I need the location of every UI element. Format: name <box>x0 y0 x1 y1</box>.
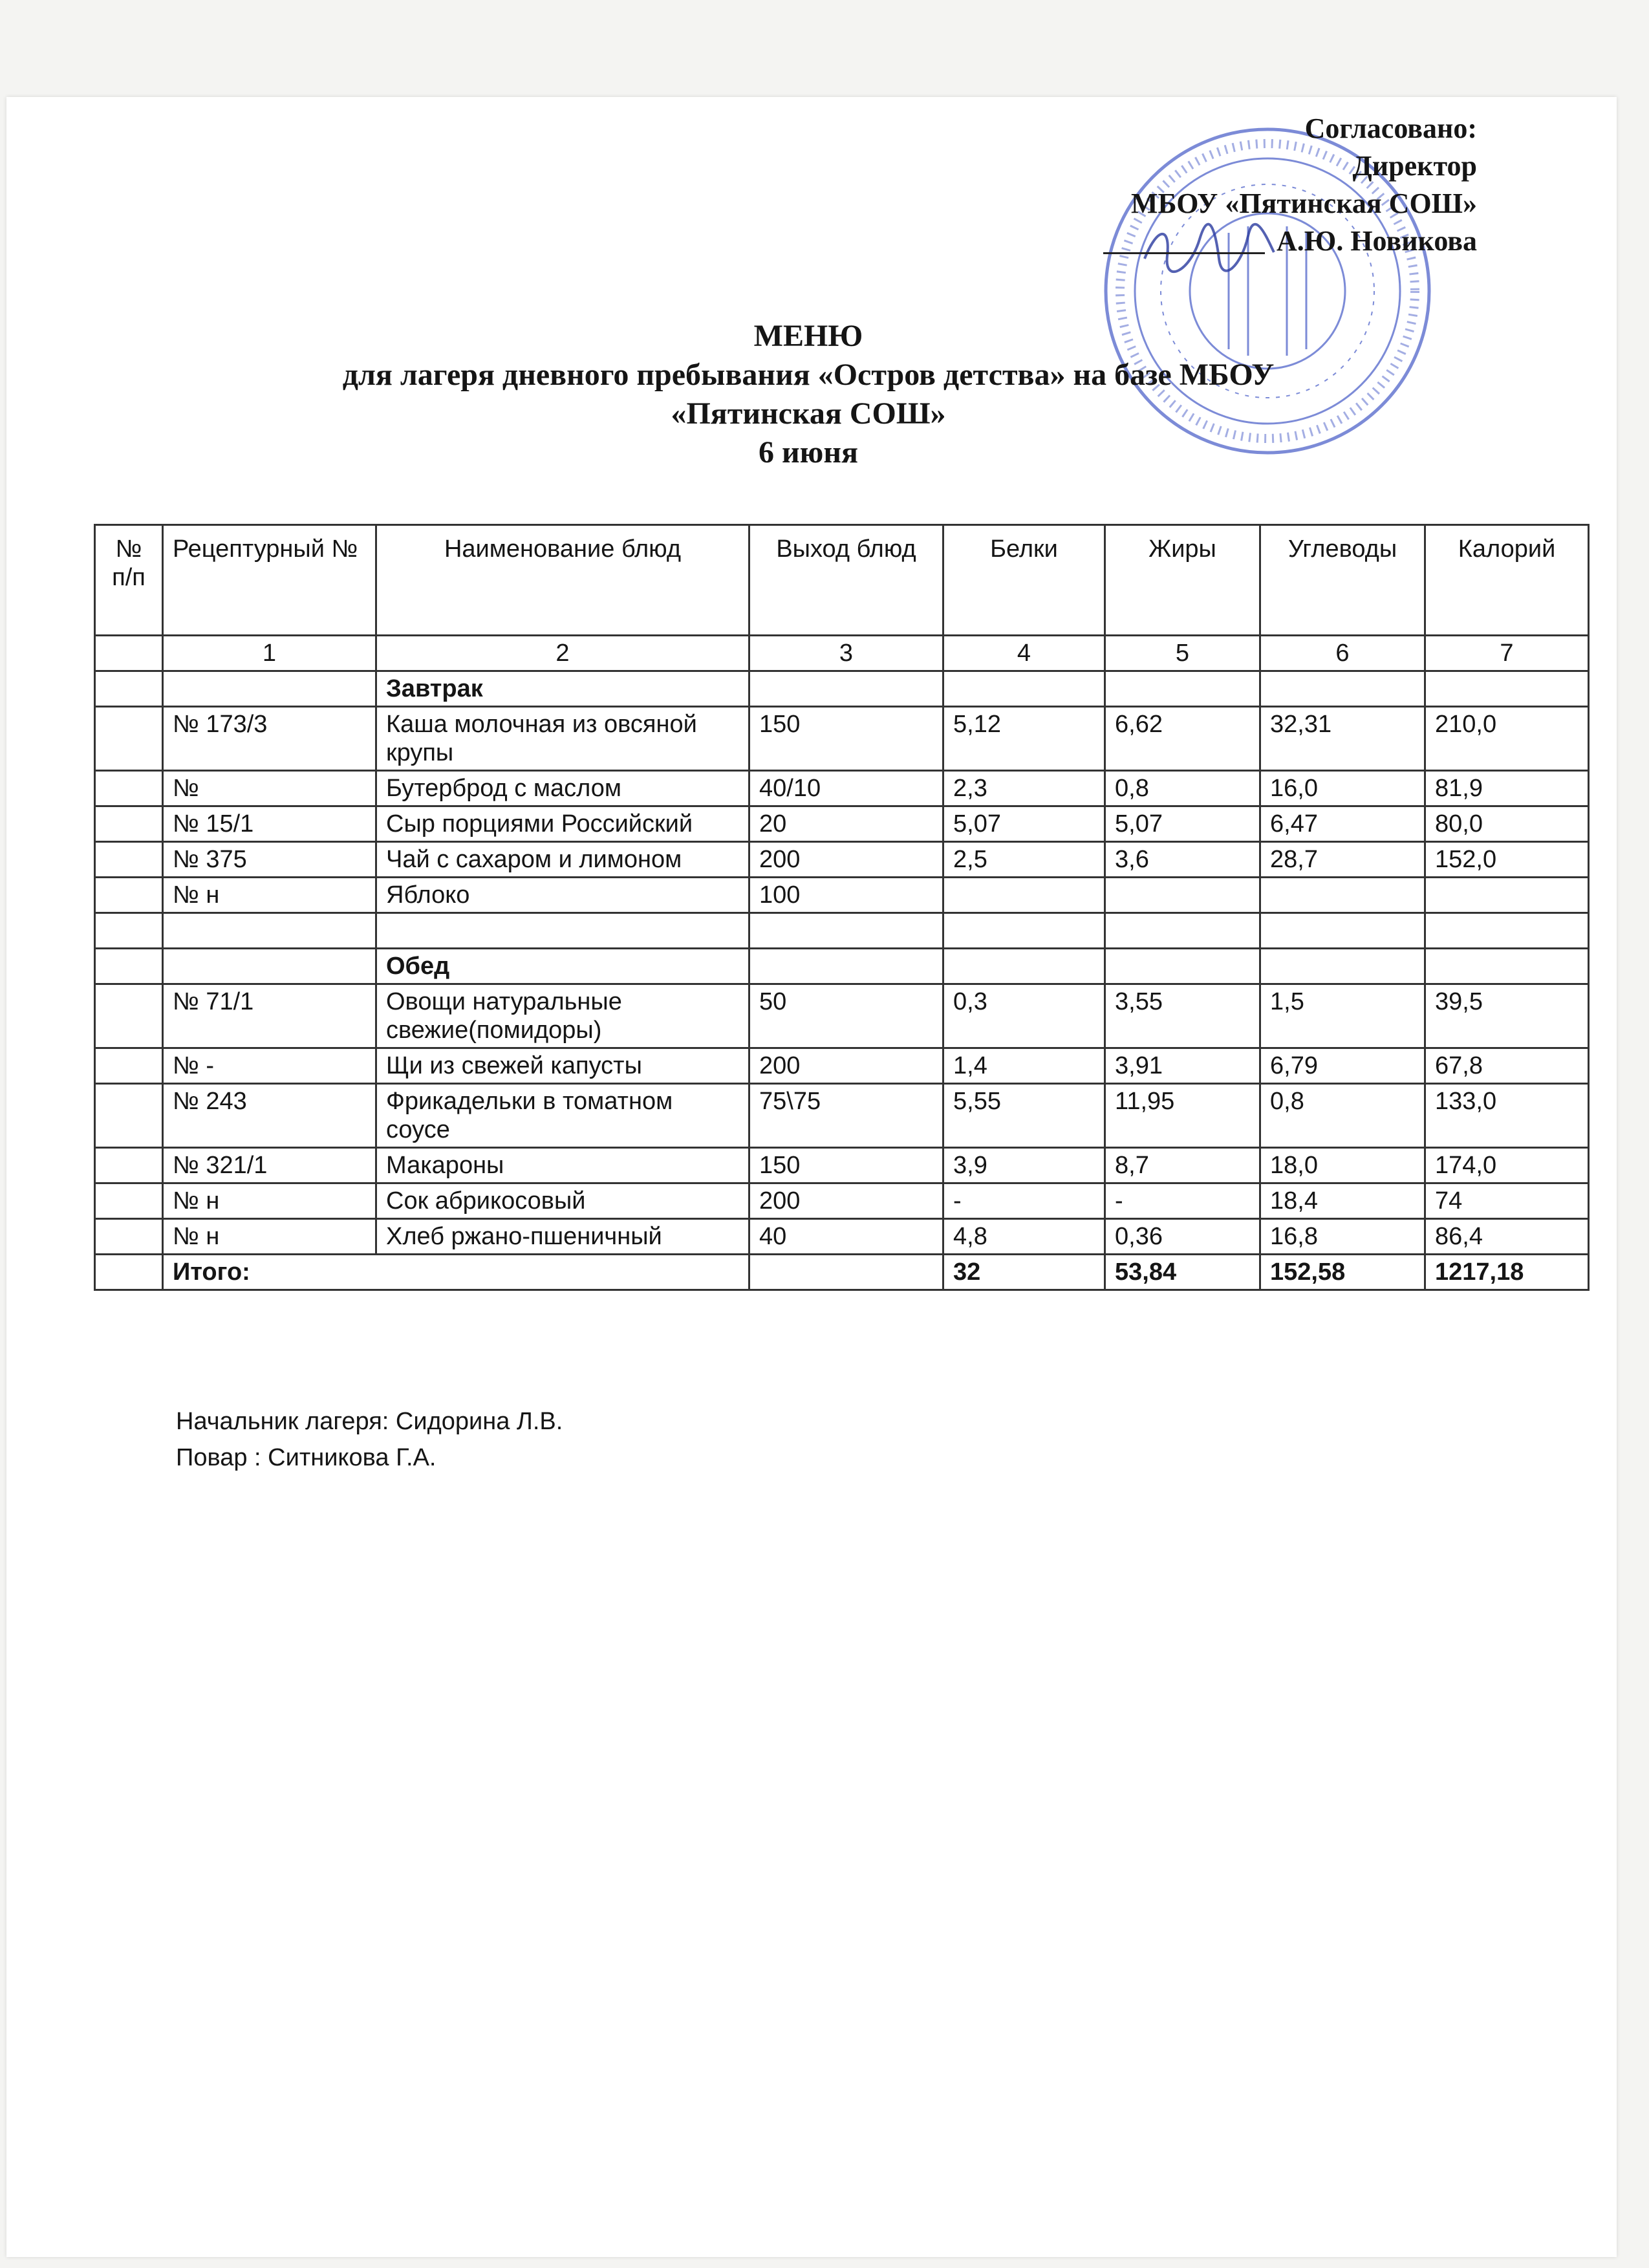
carbs-cell: 16,0 <box>1260 771 1425 806</box>
calories-cell: 81,9 <box>1425 771 1589 806</box>
recipe-number-cell: № 173/3 <box>163 707 376 771</box>
header-cell: № п/п <box>95 525 163 636</box>
dish-name-cell: Каша молочная из овсяной крупы <box>376 707 749 771</box>
recipe-number-cell: № н <box>163 878 376 913</box>
carbs-cell <box>1260 949 1425 984</box>
fat-cell: 3,6 <box>1105 842 1260 878</box>
row-number-cell <box>95 842 163 878</box>
protein-cell <box>943 671 1105 707</box>
carbs-cell: 0,8 <box>1260 1084 1425 1148</box>
dish-name-cell: Хлеб ржано-пшеничный <box>376 1219 749 1255</box>
portion-cell: 200 <box>749 1183 943 1219</box>
column-number-cell: 3 <box>749 636 943 671</box>
recipe-number-cell: № 243 <box>163 1084 376 1148</box>
fat-cell: 3,91 <box>1105 1048 1260 1084</box>
portion-cell: 40 <box>749 1219 943 1255</box>
dish-name-cell <box>376 913 749 949</box>
document-title <box>97 317 1520 472</box>
row-number-cell <box>95 1219 163 1255</box>
table-row <box>95 806 1589 842</box>
total-label: Итого: <box>163 1255 749 1290</box>
table-row <box>95 1183 1589 1219</box>
calories-cell: 74 <box>1425 1183 1589 1219</box>
header-cell: Калорий <box>1425 525 1589 636</box>
protein-cell: - <box>943 1183 1105 1219</box>
calories-cell: 67,8 <box>1425 1048 1589 1084</box>
table-row <box>95 771 1589 806</box>
total-calories: 1217,18 <box>1425 1255 1589 1290</box>
recipe-number-cell: № н <box>163 1183 376 1219</box>
column-number-cell: 7 <box>1425 636 1589 671</box>
protein-cell: 1,4 <box>943 1048 1105 1084</box>
approval-heading: Согласовано: <box>1304 113 1477 144</box>
carbs-cell: 1,5 <box>1260 984 1425 1048</box>
calories-cell <box>1425 913 1589 949</box>
calories-cell: 80,0 <box>1425 806 1589 842</box>
table-row <box>95 878 1589 913</box>
total-cell <box>95 1255 163 1290</box>
cook: Повар : Ситникова Г.А. <box>176 1444 436 1471</box>
signature-line <box>1103 252 1265 254</box>
header-cell: Жиры <box>1105 525 1260 636</box>
carbs-cell <box>1260 913 1425 949</box>
total-carbs: 152,58 <box>1260 1255 1425 1290</box>
carbs-cell: 32,31 <box>1260 707 1425 771</box>
recipe-number-cell: № н <box>163 1219 376 1255</box>
carbs-cell <box>1260 671 1425 707</box>
calories-cell: 86,4 <box>1425 1219 1589 1255</box>
protein-cell <box>943 913 1105 949</box>
portion-cell: 200 <box>749 1048 943 1084</box>
title-subtitle: для лагеря дневного пребывания «Остров детства» на базе МБОУ «Пятинская СОШ» <box>342 358 1275 431</box>
table-row <box>95 671 1589 707</box>
protein-cell <box>943 949 1105 984</box>
column-number-cell: 4 <box>943 636 1105 671</box>
dish-name-cell: Овощи натуральные свежие(помидоры) <box>376 984 749 1048</box>
fat-cell <box>1105 878 1260 913</box>
header-cell: Углеводы <box>1260 525 1425 636</box>
recipe-number-cell <box>163 949 376 984</box>
carbs-cell: 6,47 <box>1260 806 1425 842</box>
fat-cell: - <box>1105 1183 1260 1219</box>
header-cell: Наименование блюд <box>376 525 749 636</box>
fat-cell: 0,36 <box>1105 1219 1260 1255</box>
staff-block <box>176 1403 563 1476</box>
approval-block <box>1103 110 1477 260</box>
table-row <box>95 1148 1589 1183</box>
column-number-cell: 1 <box>163 636 376 671</box>
recipe-number-cell: № 375 <box>163 842 376 878</box>
protein-cell: 4,8 <box>943 1219 1105 1255</box>
fat-cell <box>1105 671 1260 707</box>
recipe-number-cell: № 15/1 <box>163 806 376 842</box>
header-cell: Белки <box>943 525 1105 636</box>
protein-cell: 2,5 <box>943 842 1105 878</box>
protein-cell: 2,3 <box>943 771 1105 806</box>
dish-name-cell: Бутерброд с маслом <box>376 771 749 806</box>
portion-cell <box>749 913 943 949</box>
recipe-number-cell <box>163 671 376 707</box>
fat-cell <box>1105 949 1260 984</box>
fat-cell: 8,7 <box>1105 1148 1260 1183</box>
dish-name-cell: Чай с сахаром и лимоном <box>376 842 749 878</box>
portion-cell: 20 <box>749 806 943 842</box>
column-number-row <box>95 636 1589 671</box>
table-body <box>95 636 1589 1255</box>
table-row <box>95 984 1589 1048</box>
table-row <box>95 842 1589 878</box>
row-number-cell <box>95 949 163 984</box>
menu-table <box>94 524 1590 1291</box>
dish-name-cell: Макароны <box>376 1148 749 1183</box>
row-number-cell <box>95 1148 163 1183</box>
fat-cell: 3,55 <box>1105 984 1260 1048</box>
protein-cell: 3,9 <box>943 1148 1105 1183</box>
fat-cell: 11,95 <box>1105 1084 1260 1148</box>
table-row <box>95 949 1589 984</box>
calories-cell: 174,0 <box>1425 1148 1589 1183</box>
row-number-cell <box>95 1084 163 1148</box>
dish-name-cell: Сок абрикосовый <box>376 1183 749 1219</box>
table-header-row <box>95 525 1589 636</box>
fat-cell: 6,62 <box>1105 707 1260 771</box>
total-protein: 32 <box>943 1255 1105 1290</box>
recipe-number-cell: № 321/1 <box>163 1148 376 1183</box>
dish-name-cell: Сыр порциями Российский <box>376 806 749 842</box>
protein-cell: 5,07 <box>943 806 1105 842</box>
column-number-cell: 2 <box>376 636 749 671</box>
dish-name-cell: Фрикадельки в томатном соусе <box>376 1084 749 1148</box>
portion-cell <box>749 671 943 707</box>
recipe-number-cell <box>163 913 376 949</box>
title-date: 6 июня <box>759 435 858 470</box>
row-number-cell <box>95 984 163 1048</box>
calories-cell: 39,5 <box>1425 984 1589 1048</box>
fat-cell: 5,07 <box>1105 806 1260 842</box>
portion-cell: 50 <box>749 984 943 1048</box>
protein-cell: 5,55 <box>943 1084 1105 1148</box>
section-heading: Обед <box>376 949 749 984</box>
recipe-number-cell: № - <box>163 1048 376 1084</box>
total-fat: 53,84 <box>1105 1255 1260 1290</box>
protein-cell: 0,3 <box>943 984 1105 1048</box>
calories-cell: 152,0 <box>1425 842 1589 878</box>
carbs-cell: 6,79 <box>1260 1048 1425 1084</box>
calories-cell <box>1425 878 1589 913</box>
row-number-cell <box>95 671 163 707</box>
portion-cell: 40/10 <box>749 771 943 806</box>
calories-cell <box>1425 671 1589 707</box>
approval-position: Директор <box>1352 150 1477 182</box>
portion-cell <box>749 949 943 984</box>
carbs-cell: 18,0 <box>1260 1148 1425 1183</box>
carbs-cell <box>1260 878 1425 913</box>
calories-cell <box>1425 949 1589 984</box>
table-row <box>95 1219 1589 1255</box>
row-number-cell <box>95 1048 163 1084</box>
table-row <box>95 1084 1589 1148</box>
dish-name-cell: Щи из свежей капусты <box>376 1048 749 1084</box>
portion-cell: 200 <box>749 842 943 878</box>
carbs-cell: 28,7 <box>1260 842 1425 878</box>
director-name: А.Ю. Новикова <box>1277 225 1477 257</box>
table-row <box>95 707 1589 771</box>
calories-cell: 133,0 <box>1425 1084 1589 1148</box>
portion-cell: 100 <box>749 878 943 913</box>
row-number-cell <box>95 878 163 913</box>
protein-cell <box>943 878 1105 913</box>
approval-organization: МБОУ «Пятинская СОШ» <box>1130 188 1477 219</box>
total-cell <box>749 1255 943 1290</box>
table-row <box>95 913 1589 949</box>
title-menu: МЕНЮ <box>753 319 863 353</box>
total-row <box>95 1255 1589 1290</box>
row-number-cell <box>95 806 163 842</box>
portion-cell: 150 <box>749 707 943 771</box>
row-number-cell <box>95 707 163 771</box>
protein-cell: 5,12 <box>943 707 1105 771</box>
recipe-number-cell: № 71/1 <box>163 984 376 1048</box>
row-number-cell <box>95 913 163 949</box>
camp-chief: Начальник лагеря: Сидорина Л.В. <box>176 1408 563 1435</box>
column-number-cell: 6 <box>1260 636 1425 671</box>
table-row <box>95 1048 1589 1084</box>
recipe-number-cell: № <box>163 771 376 806</box>
dish-name-cell: Яблоко <box>376 878 749 913</box>
carbs-cell: 18,4 <box>1260 1183 1425 1219</box>
calories-cell: 210,0 <box>1425 707 1589 771</box>
approval-signatory <box>1103 222 1477 260</box>
header-cell: Рецептурный № <box>163 525 376 636</box>
carbs-cell: 16,8 <box>1260 1219 1425 1255</box>
fat-cell <box>1105 913 1260 949</box>
section-heading: Завтрак <box>376 671 749 707</box>
column-number-cell: 5 <box>1105 636 1260 671</box>
portion-cell: 75\75 <box>749 1084 943 1148</box>
row-number-cell <box>95 1183 163 1219</box>
header-cell: Выход блюд <box>749 525 943 636</box>
column-number-cell <box>95 636 163 671</box>
portion-cell: 150 <box>749 1148 943 1183</box>
row-number-cell <box>95 771 163 806</box>
fat-cell: 0,8 <box>1105 771 1260 806</box>
